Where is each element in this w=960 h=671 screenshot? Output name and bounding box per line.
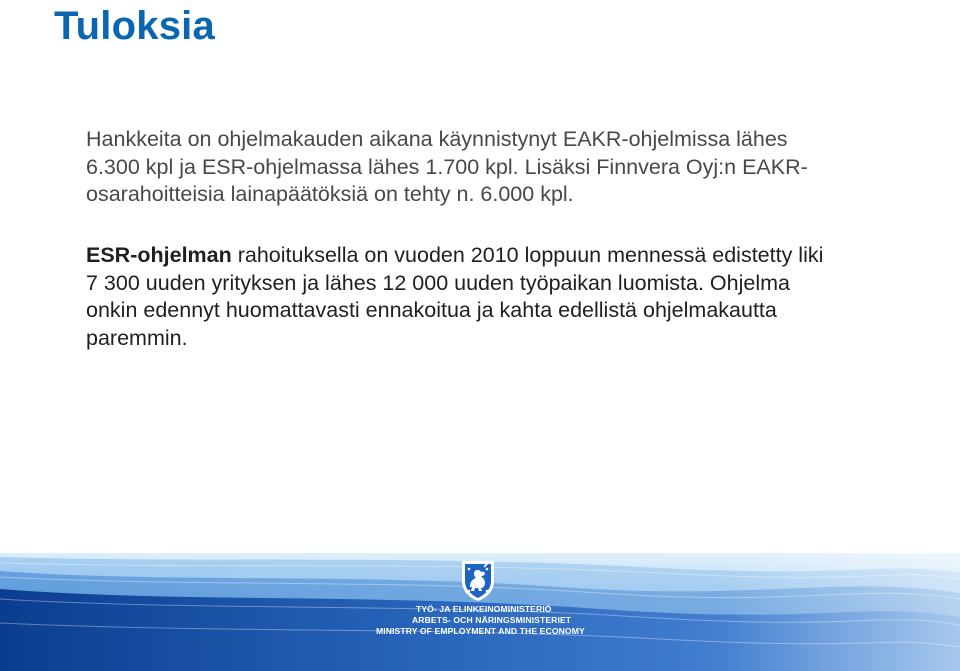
- results-paragraph-projects: [86, 126, 926, 209]
- ministry-name-finnish: TYÖ- JA ELINKEINOMINISTERIÖ: [416, 604, 552, 614]
- paragraph-line: 6.300 kpl ja ESR-ohjelmassa lähes 1.700 kpl. Lisäksi Finnvera Oyj:n EAKR-: [86, 154, 808, 179]
- ministry-name-english: MINISTRY OF EMPLOYMENT AND THE ECONOMY: [376, 626, 585, 636]
- ministry-name-block: [376, 604, 616, 637]
- paragraph-line: paremmin.: [86, 325, 188, 350]
- paragraph-line: onkin edennyt huomattavasti ennakoitua ja kahta edellistä ohjelmakautta: [86, 298, 777, 322]
- slide-title: Tuloksia: [54, 4, 215, 48]
- paragraph-line-rest: rahoituksella on vuoden 2010 loppuun mennessä edistetty liki: [231, 243, 824, 267]
- results-paragraph-esr: [86, 242, 926, 352]
- finnish-lion-crest-icon: [458, 559, 498, 603]
- paragraph-line: [86, 242, 926, 270]
- paragraph-line: Hankkeita on ohjelmakauden aikana käynnistynyt EAKR-ohjelmissa lähes: [86, 127, 788, 151]
- esr-program-lead: ESR-ohjelman: [86, 243, 232, 267]
- ministry-name-swedish: ARBETS- OCH NÄRINGSMINISTERIET: [412, 615, 572, 625]
- paragraph-line: osarahoitteisia lainapäätöksiä on tehty n. 6.000 kpl.: [86, 182, 574, 206]
- paragraph-line: 7 300 uuden yrityksen ja lähes 12 000 uuden työpaikan luomista. Ohjelma: [86, 270, 790, 295]
